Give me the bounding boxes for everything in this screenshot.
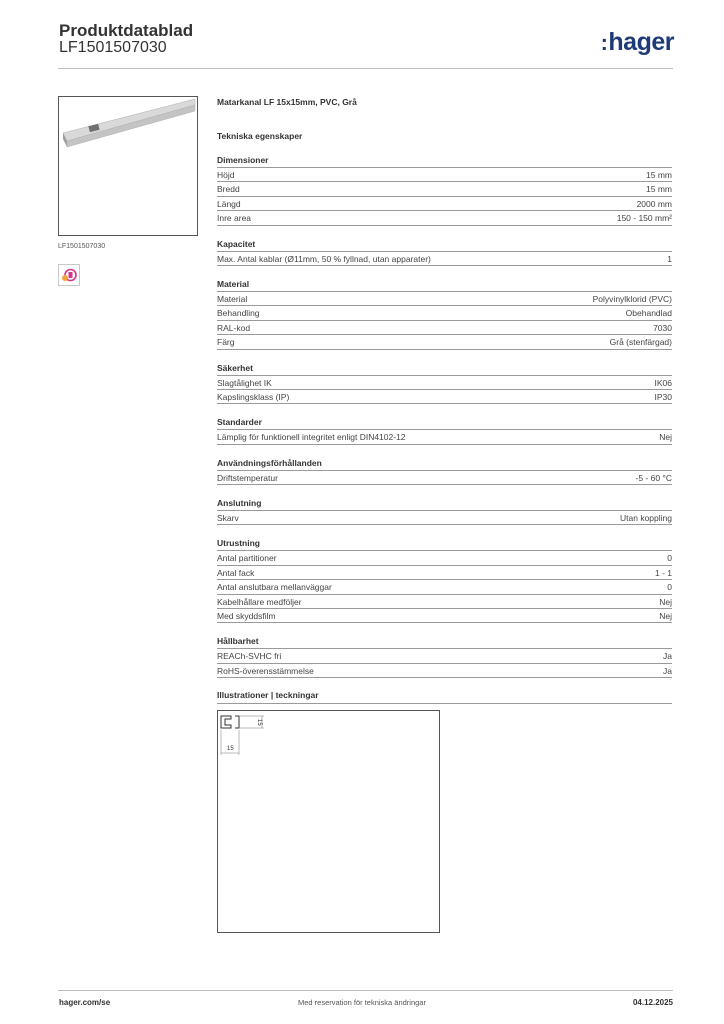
spec-table [217,470,672,485]
illustrations-divider [217,703,672,704]
spec-value: Polyvinylklorid (PVC) [592,293,672,304]
footer-note: Med reservation för tekniska ändringar [298,998,426,1007]
spec-content [217,96,672,678]
spec-row [217,609,672,623]
section-title: Användningsförhållanden [217,457,322,468]
footer-website[interactable]: hager.com/se [59,998,111,1007]
tech-heading: Tekniska egenskaper [217,131,303,141]
spec-row [217,511,672,525]
spec-section [217,278,672,350]
spec-section [217,537,672,623]
spec-label: Inre area [217,213,252,224]
spec-label: REACh-SVHC fri [217,651,282,662]
spec-table [217,291,672,350]
spec-value: 0 [667,553,672,564]
section-title: Säkerhet [217,362,253,373]
spec-table [217,167,672,226]
spec-row [217,321,672,335]
spec-row [217,566,672,580]
spec-section [217,238,672,266]
spec-row [217,471,672,485]
illustrations-title: Illustrationer | teckningar [217,690,319,700]
spec-row [217,292,672,306]
spec-table [217,648,672,678]
spec-label: Med skyddsfilm [217,611,276,622]
spec-row [217,306,672,320]
spec-label: Slagtålighet IK [217,377,272,388]
spec-value: 1 [667,253,672,264]
halogen-free-icon [60,266,78,284]
spec-row [217,376,672,390]
spec-row [217,580,672,594]
logo-text: hager [608,28,674,56]
spec-label: Längd [217,198,241,209]
spec-label: Skarv [217,513,239,524]
spec-label: Färg [217,337,235,348]
spec-value: 7030 [653,322,672,333]
spec-value: IP30 [654,391,672,402]
footer-date: 04.12.2025 [632,998,673,1007]
spec-value: 15 mm [646,170,672,180]
spec-value: Nej [659,432,672,443]
cable-duct-image [59,97,198,236]
width-dimension-label: 15 [227,746,234,752]
spec-row [217,390,672,404]
spec-section [217,362,672,405]
footer-divider [58,990,673,991]
section-title: Hållbarhet [217,636,259,647]
spec-row [217,664,672,678]
spec-row [217,595,672,609]
spec-value: IK06 [654,377,672,388]
spec-label: Höjd [217,170,235,180]
spec-value: Obehandlad [625,308,672,319]
logo-prefix: : [600,30,608,55]
spec-table [217,510,672,525]
spec-table [217,429,672,444]
spec-label: Driftstemperatur [217,472,278,483]
spec-label: Lämplig för funktionell integritet enligt DIN4102-12 [217,432,406,443]
spec-value: 150 - 150 mm² [616,213,672,224]
spec-value: 1 - 1 [654,567,672,578]
spec-value: 15 mm [646,184,672,195]
spec-row [217,197,672,211]
spec-row [217,551,672,565]
spec-value: Ja [663,651,672,662]
spec-label: Antal fack [217,567,255,578]
section-title: Standarder [217,417,262,428]
section-title: Dimensioner [217,155,269,165]
spec-row [217,252,672,266]
spec-value: 0 [667,582,672,593]
image-caption: LF1501507030 [58,243,106,250]
spec-section [217,457,672,485]
spec-value: Nej [659,611,672,622]
product-image [58,96,198,236]
spec-section [217,635,672,678]
spec-label: Material [217,293,248,304]
spec-value: Grå (stenfärgad) [609,337,672,348]
cross-section-drawing [218,711,439,932]
header-divider [58,68,673,69]
spec-row [217,430,672,444]
section-title: Anslutning [217,498,262,509]
spec-sections [217,154,672,678]
spec-table [217,375,672,405]
spec-table [217,251,672,266]
spec-label: Max. Antal kablar (Ø11mm, 50 % fyllnad, utan apparater) [217,253,431,264]
spec-row [217,649,672,663]
section-title: Kapacitet [217,238,256,249]
spec-label: RAL-kod [217,322,251,333]
section-title: Utrustning [217,538,260,549]
section-title: Material [217,278,250,289]
spec-label: Behandling [217,308,260,319]
product-code: LF1501507030 [59,39,167,56]
spec-value: Nej [659,596,672,607]
spec-label: Bredd [217,184,240,195]
spec-label: Antal anslutbara mellanväggar [217,582,332,593]
spec-value: 2000 mm [636,198,672,209]
spec-row [217,335,672,349]
spec-value: Utan koppling [620,513,672,524]
halogen-free-badge [58,264,80,286]
height-dimension-label: 15 [256,719,262,726]
spec-label: Antal partitioner [217,553,277,564]
spec-row [217,168,672,182]
spec-row [217,182,672,196]
spec-section [217,416,672,444]
product-name: Matarkanal LF 15x15mm, PVC, Grå [217,97,357,107]
illustration-box [217,710,440,933]
spec-value: -5 - 60 °C [635,472,672,483]
spec-section [217,497,672,525]
spec-section [217,154,672,226]
spec-value: Ja [663,665,672,676]
spec-label: RoHS-överensstämmelse [217,665,314,676]
spec-row [217,211,672,225]
spec-label: Kapslingsklass (IP) [217,391,290,402]
page-title: Produktdatablad [59,21,194,40]
spec-label: Kabelhållare medföljer [217,596,302,607]
hager-logo [601,28,674,57]
spec-table [217,550,672,623]
